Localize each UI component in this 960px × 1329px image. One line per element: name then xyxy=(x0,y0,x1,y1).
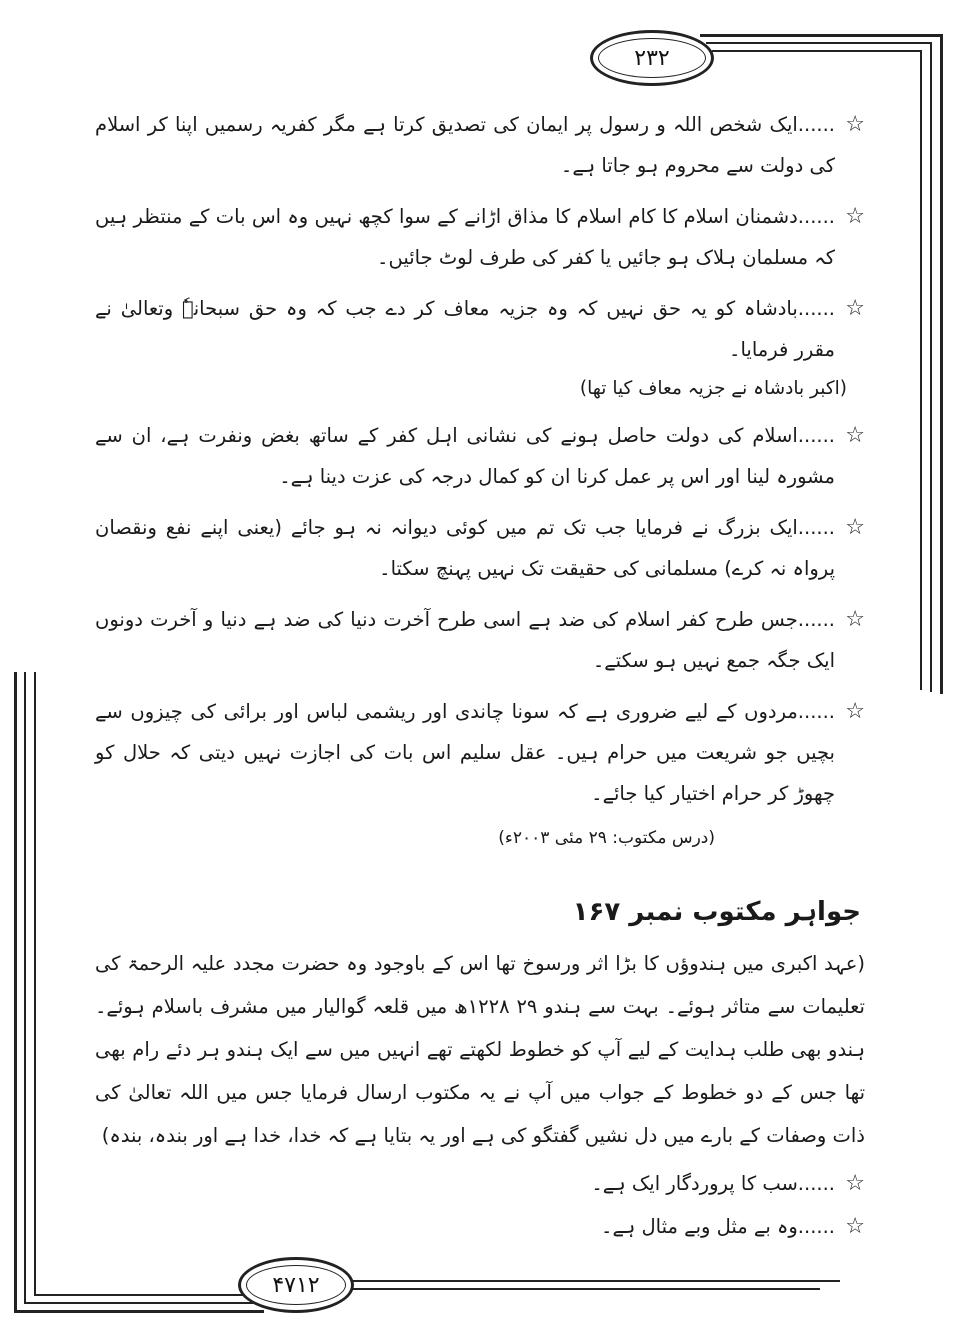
star-icon: ☆ xyxy=(845,1171,865,1196)
footer-label-oval xyxy=(238,1257,354,1313)
star-icon: ☆ xyxy=(845,515,865,540)
point-2 xyxy=(95,196,865,278)
frame-right-outer xyxy=(940,34,943,694)
point-8 xyxy=(95,1163,865,1204)
point-1 xyxy=(95,104,865,186)
frame-right-inner xyxy=(920,50,922,690)
point-text: ......بادشاہ کو یہ حق نہیں کہ وہ جزیہ معاف کر دے جب کہ وہ حق سبحانہٗ وتعالیٰ نے مقرر فرمایا۔ xyxy=(95,297,835,361)
star-icon: ☆ xyxy=(845,423,865,448)
point-text: ......سب کا پروردگار ایک ہے۔ xyxy=(591,1172,835,1195)
star-icon: ☆ xyxy=(845,607,865,632)
point-7 xyxy=(95,691,865,814)
frame-top-inner xyxy=(712,50,922,52)
star-icon: ☆ xyxy=(845,699,865,724)
point-9 xyxy=(95,1206,865,1247)
point-5 xyxy=(95,507,865,589)
section-intro: (عہد اکبری میں ہندوؤں کا بڑا اثر ورسوخ تھا اس کے باوجود وہ حضرت مجدد علیہ الرحمۃ کی تعلیمات سے متاثر ہوئے۔ بہت سے ہندو ۲۹ ۱۲۲۸ھ میں قلعہ گوالیار میں مشرف باسلام ہوئے۔ ہندو بھی طلب ہدایت کے لیے آپ کو خطوط لکھتے تھے انہیں میں سے ایک ہندو ہر دئے رام بھی تھا جس کے دو خطوط کے جواب میں آپ نے یہ مکتوب ارسال فرمایا جس میں اللہ تعالیٰ کی ذات وصفات کے بارے میں دل نشیں گفتگو کی ہے اور یہ بتایا ہے کہ خدا، خدا ہے اور بندہ، بندہ) xyxy=(95,952,865,1147)
frame-left-outer xyxy=(14,672,17,1312)
star-icon: ☆ xyxy=(845,112,865,137)
page-content xyxy=(95,104,865,1249)
section-heading: جواہر مکتوب نمبر ۱۶۷ xyxy=(572,897,861,927)
frame-top-middle xyxy=(706,42,932,44)
frame-bottom-right-inner xyxy=(340,1288,820,1290)
page-number-oval xyxy=(590,30,714,86)
frame-left-inner xyxy=(34,672,36,1296)
point-text: ......مردوں کے لیے ضروری ہے کہ سونا چاندی اور ریشمی لباس اور برائی کی چیزوں سے بچیں جو شریعت میں حرام ہیں۔ عقل سلیم اس بات کی اجازت نہیں دیتی کہ حلال کو چھوڑ کر حرام اختیار کیا جائے۔ xyxy=(95,700,835,805)
point-3 xyxy=(95,288,865,370)
star-icon: ☆ xyxy=(845,296,865,321)
point-text: ......جس طرح کفر اسلام کی ضد ہے اسی طرح آخرت دنیا کی ضد ہے دنیا و آخرت دونوں ایک جگہ جمع نہیں ہو سکتے۔ xyxy=(95,608,835,672)
point-text: ......ایک بزرگ نے فرمایا جب تک تم میں کوئی دیوانہ نہ ہو جائے (یعنی اپنے نفع ونقصان پرواہ نہ کرے) مسلمانی کی حقیقت تک نہیں پہنچ سکتا۔ xyxy=(95,516,835,580)
point-text: ......ایک شخص اللہ و رسول پر ایمان کی تصدیق کرتا ہے مگر کفریہ رسمیں اپنا کر اسلام کی دولت سے محروم ہو جاتا ہے۔ xyxy=(95,113,835,177)
point-text: ......وہ بے مثل وبے مثال ہے۔ xyxy=(601,1215,835,1238)
frame-left-middle xyxy=(24,672,26,1304)
point-4 xyxy=(95,415,865,497)
page-number: ۲۳۲ xyxy=(634,45,670,71)
footer-label: ۴۷۱۲ xyxy=(272,1272,320,1298)
point-text: ......اسلام کی دولت حاصل ہونے کی نشانی اہل کفر کے ساتھ بغض ونفرت ہے، ان سے مشورہ لینا اور اس پر عمل کرنا ان کو کمال درجہ کی عزت دینا ہے۔ xyxy=(95,424,835,488)
point-text: ......دشمنان اسلام کا کام اسلام کا مذاق اڑانے کے سوا کچھ نہیں وہ اس بات کے منتظر ہیں کہ مسلمان ہلاک ہو جائیں یا کفر کی طرف لوٹ جائیں۔ xyxy=(95,205,835,269)
frame-bottom-inner xyxy=(34,1294,264,1296)
frame-bottom-middle xyxy=(24,1302,264,1304)
frame-bottom-outer xyxy=(14,1310,264,1313)
frame-right-middle xyxy=(930,42,932,692)
lesson-reference: (درس مکتوب: ۲۹ مئی ۲۰۰۳ء) xyxy=(498,828,715,848)
star-icon: ☆ xyxy=(845,204,865,229)
star-icon: ☆ xyxy=(845,1214,865,1239)
point-6 xyxy=(95,599,865,681)
frame-top-outer xyxy=(700,34,943,37)
point-3-note: (اکبر بادشاہ نے جزیہ معاف کیا تھا) xyxy=(579,378,847,399)
frame-bottom-right-outer xyxy=(340,1280,840,1282)
